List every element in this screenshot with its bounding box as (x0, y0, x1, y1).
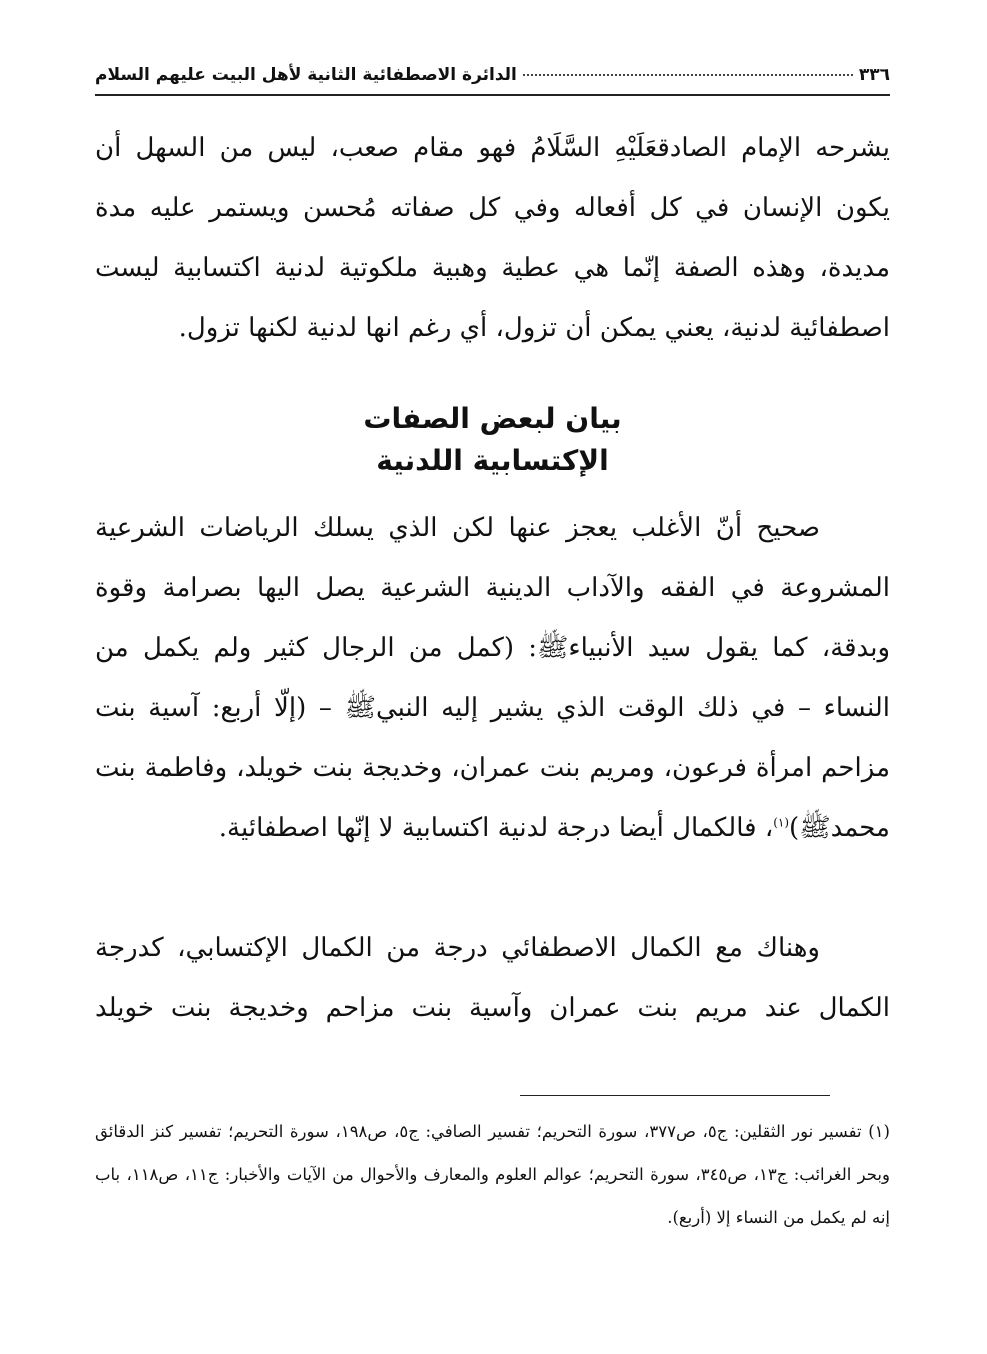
running-header (95, 56, 890, 96)
footnote-1: (١) تفسير نور الثقلين: ج٥، ص٣٧٧، سورة التحريم؛ تفسير الصافي: ج٥، ص١٩٨، سورة التحريم؛ تفسير كنز الدقائق وبحر الغرائب: ج١٣، ص٣٤٥، سورة التحريم؛ عوالم العلوم والمعارف والأحوال من الآيات والأخبار: ج١١، ص١١٨، باب إنه لم يكمل من النساء إلا (أربع). (95, 1122, 890, 1227)
footnote-separator (520, 1095, 830, 1096)
paragraph-2-main: صحيح أنّ الأغلب يعجز عنها لكن الذي يسلك الرياضات الشرعية المشروعة في الفقه والآداب الدينية الشرعية يصل اليها بصرامة وقوة وبدقة، كما يقول سيد الأنبياءﷺ: (كمل من الرجال كثير ولم يكمل من النساء – في ذلك الوقت الذي يشير إليه النبيﷺ – (إلّا أربع: آسية بنت مزاحم امرأة فرعون، ومريم بنت عمران، وخديجة بنت خويلد، وفاطمة بنت محمدﷺ) (95, 513, 890, 843)
dotted-leader (523, 74, 853, 76)
running-title: الدائرة الاصطفائية الثانية لأهل البيت عليهم السلام (95, 65, 517, 85)
paragraph-3: وهناك مع الكمال الاصطفائي درجة من الكمال الإكتسابي، كدرجة الكمال عند مريم بنت عمران وآسية بنت مزاحم وخديجة بنت خويلد (95, 933, 890, 1023)
paragraph-2-end: ، فالكمال أيضا درجة لدنية اكتسابية لا إنّها اصطفائية. (218, 813, 774, 843)
paragraph-1: يشرحه الإمام الصادقعَلَيْهِ السَّلَامُ فهو مقام صعب، ليس من السهل أن يكون الإنسان في كل أفعاله وفي كل صفاته مُحسن ويستمر عليه مدة مديدة، وهذه الصفة إنّما هي عطية وهبية ملكوتية لدنية اكتسابية ليست اصطفائية لدنية، يعني يمكن أن تزول، أي رغم انها لدنية لكنها تزول. (95, 133, 890, 343)
footnote-reference[interactable]: (١) (773, 815, 790, 830)
section-heading (95, 398, 890, 482)
section-heading-line-2: الإكتسابية اللدنية (376, 444, 609, 477)
section-heading-line-1: بيان لبعض الصفات (363, 402, 622, 435)
paragraph-2 (95, 498, 890, 858)
page-number: ٣٣٦ (858, 65, 890, 85)
